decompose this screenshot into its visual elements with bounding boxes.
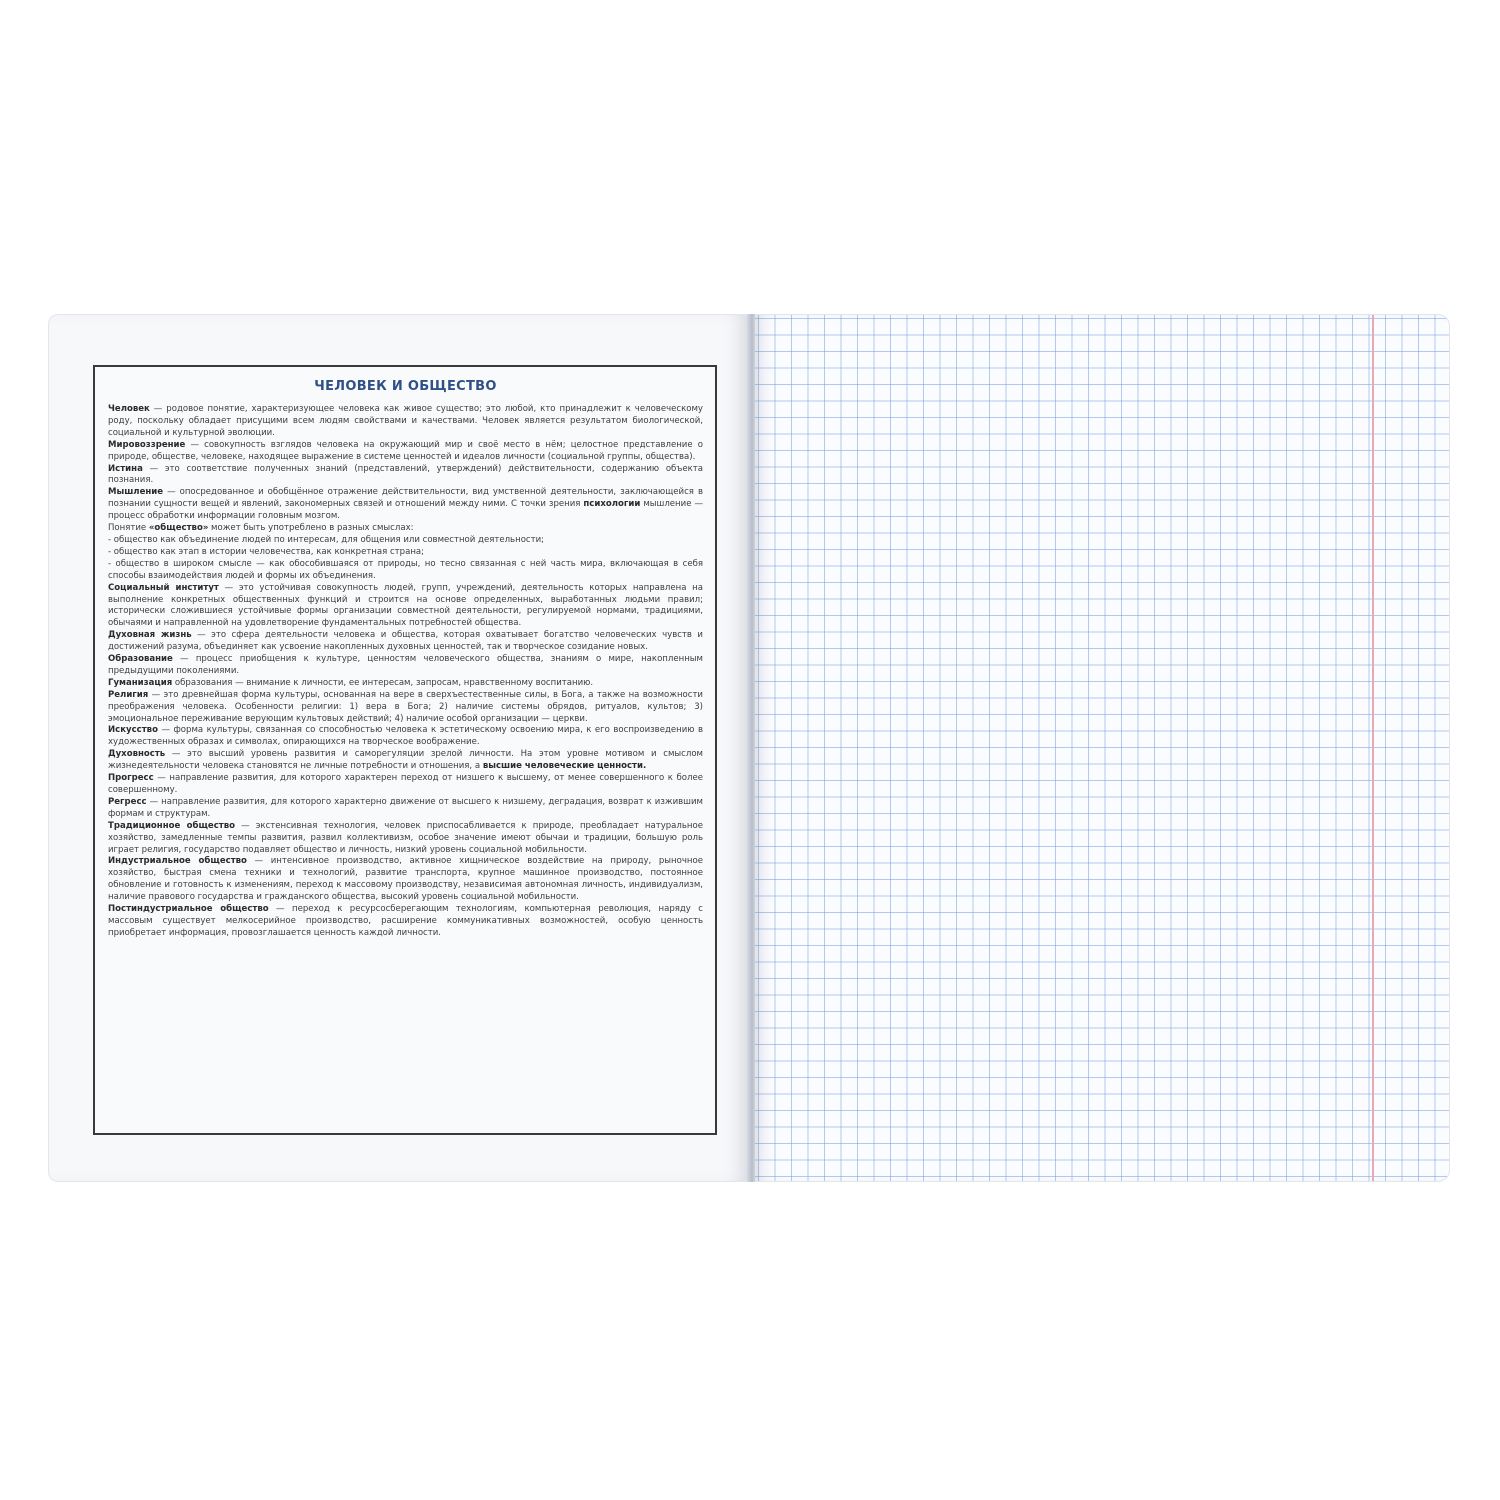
definition-text: — родовое понятие, характеризующее человека как живое существо; это любой, кто принадлежит к человеческому роду, поскольку обладает присущими всем людям свойствами и качествами. Человек является результатом биологической, социальной и культурной эволюции. [108,404,703,438]
definition-term: Гуманизация [108,677,173,688]
definition-entry [108,749,703,773]
definition-text: - общество как этап в истории человечества, как конкретная страна; [108,546,425,557]
definition-entry [108,404,703,440]
definition-text: — это сфера деятельности человека и общества, которая охватывает богатство человеческих чувств и достижений разума, объединяет как усвоение накопленных духовных ценностей, так и творческое созидание новых. [108,630,703,653]
definition-term: Религия [108,689,149,700]
definition-entry [108,630,703,654]
definition-term-inline: высшие человеческие ценности. [482,761,647,772]
definition-entry [108,487,703,523]
reference-box [93,365,717,1135]
right-page-grid [755,314,1450,1182]
definition-entry [108,523,703,535]
definition-text: — процесс приобщения к культуре, ценностям человеческого общества, знаниям о мире, накопленным предыдущими поколениями. [108,654,703,676]
definition-entry [108,654,703,678]
definition-text: — это устойчивая совокупность людей, групп, учреждений, деятельность которых направлена на выполнение конкретных общественных функций и строится на основе определенных, выработанных людьми правил; исторически сложившиеся устойчивые формы организации совместной деятельности, регулируемой нормами, традициями, обычаями и направленной на удовлетворение фундаментальных потребностей общества. [108,582,703,629]
definition-text: — это древнейшая форма культуры, основанная на вере в сверхъестественные силы, в Бога, а также на возможности преображения человека. Особенности религии: 1) вера в Бога; 2) наличие системы обрядов, ритуалов, культов; 3) эмоциональное переживание верующим культовых действий; 4) наличие особой организации — церкви. [108,689,703,724]
definition-entry [108,856,703,904]
definition-list [108,404,703,940]
definition-text: образования — внимание к личности, ее интересам, запросам, нравственному воспитанию. [172,677,594,688]
definition-term: Прогресс [108,773,154,784]
definition-text: — направление развития, для которого характерно движение от высшего к низшему, деградация, возврат к изжившим формам и структурам. [108,796,703,819]
definition-entry [108,583,703,631]
definition-text: — направление развития, для которого характерен переход от низшего к высшему, от менее совершенного к более совершенному. [108,773,703,795]
definition-entry [108,559,703,583]
definition-entry [108,904,703,940]
definition-term: Мировоззрение [108,439,186,450]
definition-entry [108,821,703,857]
definition-text: - общество как объединение людей по интересам, для общения или совместной деятельности; [108,534,545,545]
definition-term: Человек [108,404,150,414]
definition-term: Постиндустриальное общество [108,904,269,915]
definition-term: Духовность [108,749,166,760]
definition-term: Регресс [108,796,147,807]
definition-term-inline: «общество» [148,523,209,534]
definition-entry [108,690,703,726]
definition-entry [108,464,703,488]
definition-text: — совокупность взглядов человека на окружающий мир и своё место в нём; целостное представление о природе, обществе, человеке, находящее выражение в системе ценностей и идеалов личности (социальной группы, общества). [108,439,703,462]
definition-entry [108,440,703,464]
left-page [48,314,749,1182]
margin-line [1372,315,1374,1181]
definition-text: — опосредованное и обобщённое отражение действительности, вид умственной деятельности, заключающейся в познании сущности вещей и явлений, закономерных связей и отношений между ними. С точки зрения [108,487,703,510]
definition-term: Искусство [108,725,158,736]
definition-entry [108,773,703,797]
page-title: ЧЕЛОВЕК И ОБЩЕСТВО [314,379,497,394]
definition-term: Мышление [108,487,164,498]
definition-term: Социальный институт [108,582,219,593]
definition-text: — это соответствие полученных знаний (представлений, утверждений) действительности, содержанию объекта познания. [108,463,703,486]
definition-text-tail: может быть употреблено в разных смыслах: [208,523,414,534]
definition-term-inline: психологии [583,499,641,510]
definition-entry [108,678,703,690]
definition-term: Индустриальное общество [108,856,247,867]
definition-term: Образование [108,654,173,665]
definition-text-tail: мышление — процесс обработки информации головным мозгом. [108,499,703,522]
definition-term: Духовная жизнь [108,630,192,641]
definition-text: — форма культуры, связанная со способностью человека к эстетическому освоению мира, к его воспроизведению в художественных образах и символах, опирающихся на творческое воображение. [108,725,703,748]
definition-entry [108,547,703,559]
definition-text: — интенсивное производство, активное хищническое воздействие на природу, рыночное хозяйство, быстрая смена техники и технологий, развитие транспорта, крупное машинное производство, постоянное обновление и готовность к изменениям, переход к массовому производству, независимая автономная личность, индивидуализм, наличие правового государства и гражданского общества, высокий уровень социальной мобильности. [108,856,703,903]
definition-term: Традиционное общество [108,820,236,831]
definition-term: Истина [108,463,143,474]
definition-entry [108,535,703,547]
definition-text: — переход к ресурсосберегающим технологиям, компьютерная революция, наряду с массовым существует мелкосерийное производство, расширение коммуникативных возможностей, особую ценность приобретает информация, провозглашается ценность каждой личности. [108,904,703,938]
definition-entry [108,725,703,749]
definition-text: — экстенсивная технология, человек приспосабливается к природе, преобладает натуральное хозяйство, замедленные темпы развития, развил коллективизм, особое значение имеют обычаи и традиции, большую роль играет религия, государство подавляет общество и личность, низкий уровень социальной мобильности. [108,820,703,855]
definition-entry [108,797,703,821]
definition-text: Понятие [108,523,149,534]
definition-text: — это высший уровень развития и саморегуляции зрелой личности. На этом уровне мотивом и смыслом жизнедеятельности человека становятся не личные потребности и отношения, а [108,749,703,772]
open-notebook [48,314,1450,1182]
definition-text: - общество в широком смысле — как обособившаяся от природы, но тесно связанная с ней часть мира, включающая в себя способы взаимодействия людей и формы их объединения. [108,558,703,581]
